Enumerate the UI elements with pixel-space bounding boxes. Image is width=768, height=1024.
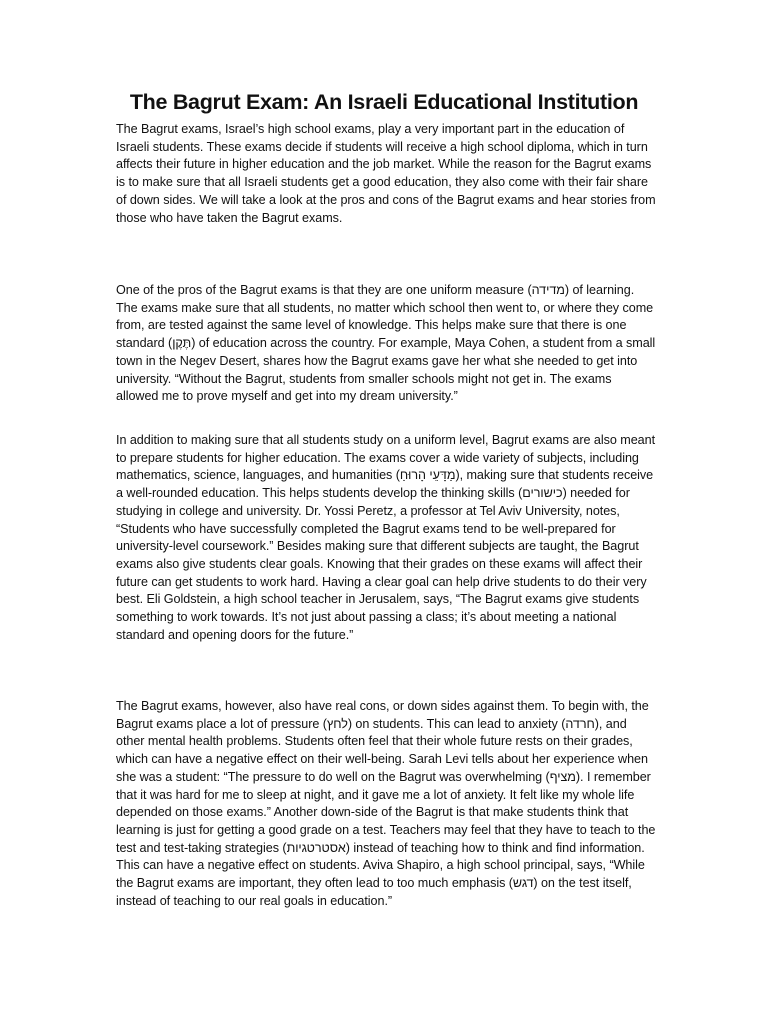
paragraph-higher-education: In addition to making sure that all students study on a uniform level, Bagrut exams are also meant to prepare students for higher education. The exams cover a wide variety of subjects, including mathematics, science, languages, and humanities (מַדָּעֵי הָרוּחַ), making sure that students receive a well-rounded education. This helps students develop the thinking skills (כישורים) needed for studying in college and university. Dr. Yossi Peretz, a professor at Tel Aviv University, notes, “Students who have successfully completed the Bagrut exams tend to be well-prepared for university-level coursework.” Besides making sure that different subjects are taught, the Bagrut exams also give students clear goals. Knowing that their grades on these exams will affect their future can get students to work hard. Having a clear goal can help drive students to do their very best. Eli Goldstein, a high school teacher in Jerusalem, says, “The Bagrut exams give students something to work towards. It’s not just about passing a class; it’s about meeting a national standard and opening doors for the future.”: [116, 433, 656, 642]
paragraph-introduction: The Bagrut exams, Israel’s high school exams, play a very important part in the education of Israeli students. These exams decide if students will receive a high school diploma, which in turn affects their future in higher education and the job market. While the reason for the Bagrut exams is to make sure that all Israeli students get a good education, they also come with their fair share of down sides. We will take a look at the pros and cons of the Bagrut exams and hear stories from those who have taken the Bagrut exams.: [116, 122, 656, 225]
document-title: The Bagrut Exam: An Israeli Educational Institution: [129, 90, 639, 114]
paragraph-cons: The Bagrut exams, however, also have real cons, or down sides against them. To begin with, the Bagrut exams place a lot of pressure (לחץ) on students. This can lead to anxiety (חרדה), and other mental health problems. Students often feel that their whole future rests on their grades, which can have a negative effect on their well-being. Sarah Levi tells about her experience when she was a student: “The pressure to do well on the Bagrut was overwhelming (מציף). I remember that it was hard for me to sleep at night, and it gave me a lot of anxiety. It felt like my whole life depended on those exams.” Another down-side of the Bagrut is that make students think that learning is just for getting a good grade on a test. Teachers may feel that they have to teach to the test and test-taking strategies (אסטרטגיות) instead of teaching how to think and find information. This can have a negative effect on students. Aviva Shapiro, a high school principal, says, “While the Bagrut exams are important, they often lead to too much emphasis (דגש) on the test itself, instead of teaching to our real goals in education.”: [116, 699, 656, 908]
paragraph-uniform-measure: One of the pros of the Bagrut exams is that they are one uniform measure (מדידה) of learning. The exams make sure that all students, no matter which school then went to, or where they come from, are tested against the same level of knowledge. This helps make sure that there is one standard (תֶּקֶן) of education across the country. For example, Maya Cohen, a student from a small town in the Negev Desert, shares how the Bagrut exams gave her what she needed to get into university. “Without the Bagrut, students from smaller schools might not get in. The exams allowed me to prove myself and get into my dream university.”: [116, 283, 656, 404]
